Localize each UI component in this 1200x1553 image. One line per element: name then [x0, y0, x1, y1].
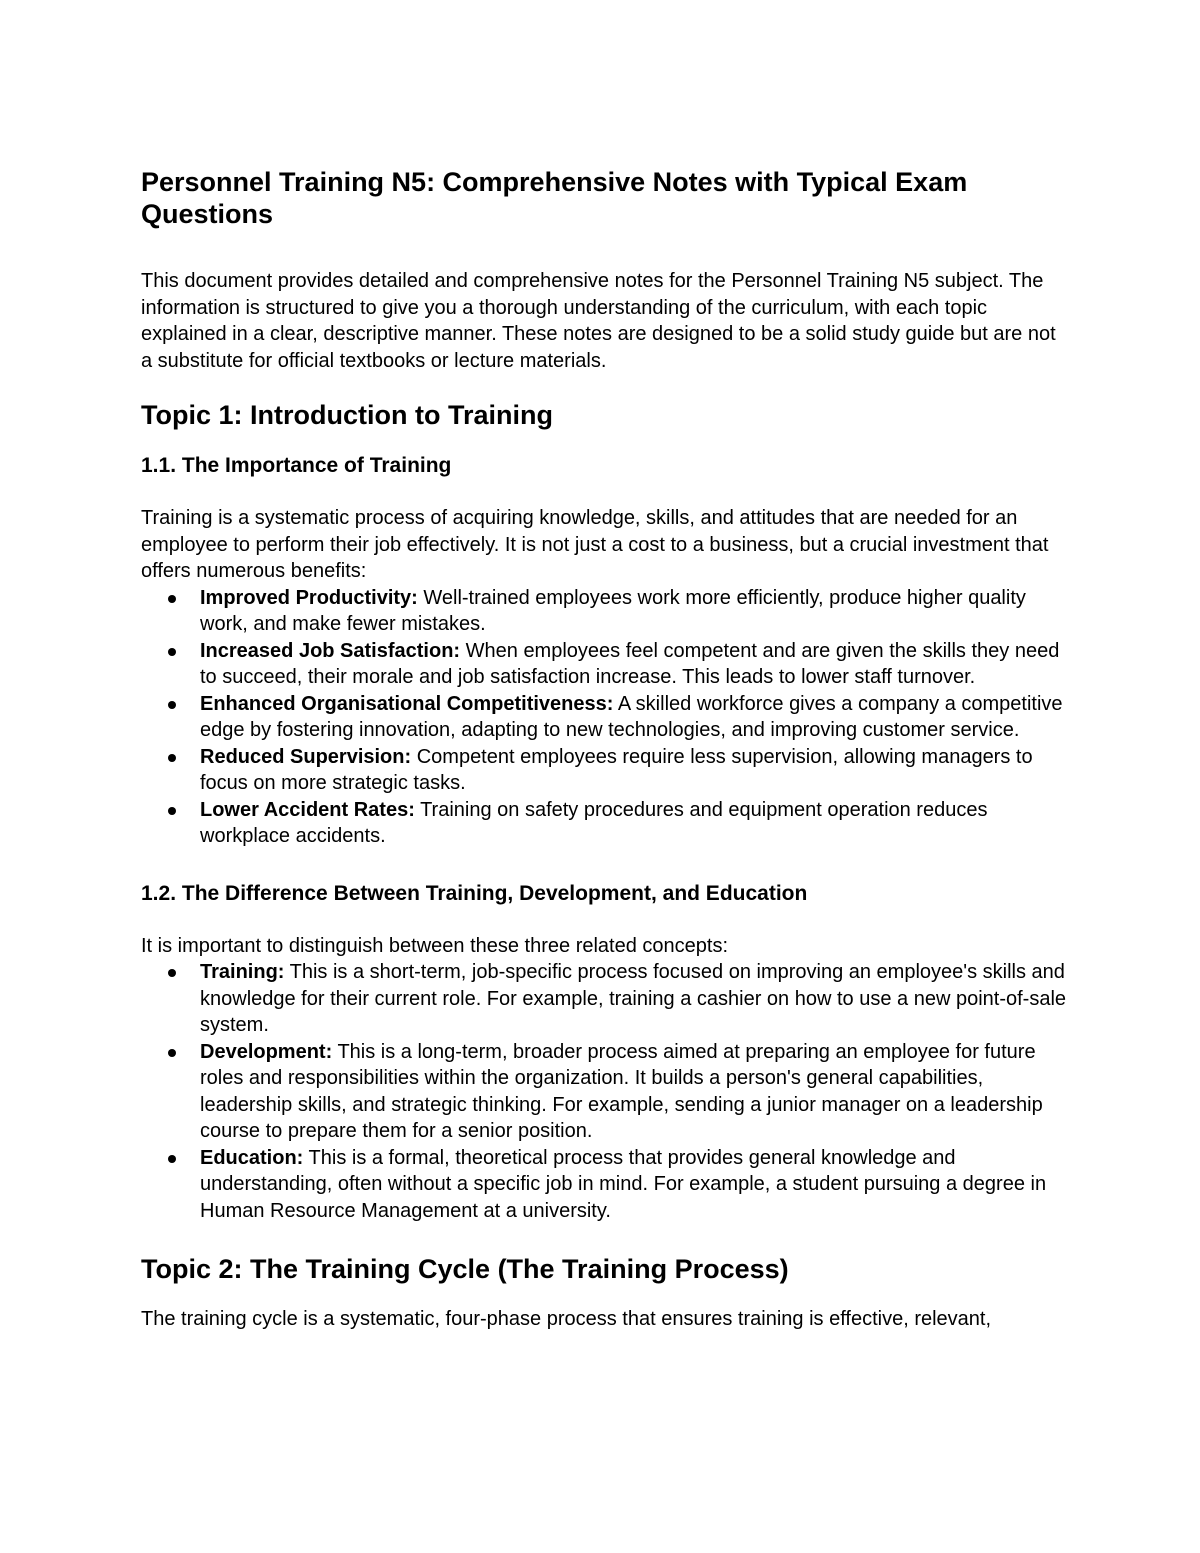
list-item	[200, 1145, 1066, 1225]
item-term: Training:	[200, 961, 285, 983]
item-text: This is a formal, theoretical process that provides general knowledge and understanding, often without a specific job in mind. For example, a student pursuing a degree in Human Resource Management at a university.	[200, 1146, 1047, 1222]
item-term: Improved Productivity:	[200, 586, 418, 609]
bullet-icon	[168, 807, 176, 815]
item-term: Increased Job Satisfaction:	[200, 639, 461, 662]
bullet-icon	[168, 1155, 176, 1163]
list-item	[200, 959, 1066, 1039]
item-text: When employees feel competent and are given the skills they need to succeed, their morale and job satisfaction increase. This leads to lower staff turnover.	[200, 639, 1060, 688]
item-text: This is a short-term, job-specific process focused on improving an employee's skills and knowledge for their current role. For example, training a cashier on how to use a new point-of-sale system.	[200, 961, 1067, 1036]
list-item	[200, 797, 1066, 850]
section-1-1-paragraph: Training is a systematic process of acquiring knowledge, skills, and attitudes that are needed for an employee to perform their job effectively. It is not just a cost to a business, but a crucial investment that offers numerous benefits:	[141, 507, 1049, 582]
section-1-1-heading: 1.1. The Importance of Training	[141, 454, 452, 477]
section-1-2-heading: 1.2. The Difference Between Training, Development, and Education	[141, 881, 808, 905]
bullet-icon	[168, 754, 176, 762]
item-term: Education:	[200, 1146, 304, 1169]
topic-2-paragraph: The training cycle is a systematic, four-phase process that ensures training is effective, relevant,	[141, 1308, 992, 1330]
list-item	[200, 744, 1066, 797]
item-text: Training on safety procedures and equipment operation reduces workplace accidents.	[200, 798, 988, 847]
bullet-icon	[168, 969, 176, 977]
intro-paragraph: This document provides detailed and comprehensive notes for the Personnel Training N5 subject. The information is structured to give you a thorough understanding of the curriculum, with each topic explained in a clear, descriptive manner. These notes are designed to be a solid study guide but are not a substitute for official textbooks or lecture materials.	[141, 270, 1056, 372]
bullet-icon	[168, 595, 176, 603]
item-text: Well-trained employees work more efficiently, produce higher quality work, and make fewer mistakes.	[200, 586, 1026, 635]
concepts-list	[141, 959, 1066, 1224]
list-item	[200, 691, 1066, 744]
section-1-2-paragraph: It is important to distinguish between these three related concepts:	[141, 934, 729, 957]
list-item	[200, 585, 1066, 638]
item-term: Reduced Supervision:	[200, 745, 412, 768]
bullet-icon	[168, 1049, 176, 1057]
benefits-list	[141, 585, 1066, 850]
item-term: Enhanced Organisational Competitiveness:	[200, 692, 614, 715]
document-page	[141, 166, 1066, 1333]
list-item	[200, 1039, 1066, 1145]
bullet-icon	[168, 701, 176, 709]
topic-2-heading: Topic 2: The Training Cycle (The Training Process)	[141, 1254, 789, 1284]
item-text: A skilled workforce gives a company a competitive edge by fostering innovation, adapting to new technologies, and improving customer service.	[200, 692, 1063, 741]
bullet-icon	[168, 648, 176, 656]
document-title: Personnel Training N5: Comprehensive Notes with Typical Exam Questions	[141, 167, 968, 229]
list-item	[200, 638, 1066, 691]
topic-1-heading: Topic 1: Introduction to Training	[141, 400, 553, 430]
item-text: Competent employees require less supervision, allowing managers to focus on more strategic tasks.	[200, 745, 1033, 794]
item-term: Lower Accident Rates:	[200, 798, 415, 821]
item-term: Development:	[200, 1040, 333, 1063]
item-text: This is a long-term, broader process aimed at preparing an employee for future roles and responsibilities within the organization. It builds a person's general capabilities, leadership skills, and strategic thinking. For example, sending a junior manager on a leadership course to prepare them for a senior position.	[200, 1040, 1043, 1142]
